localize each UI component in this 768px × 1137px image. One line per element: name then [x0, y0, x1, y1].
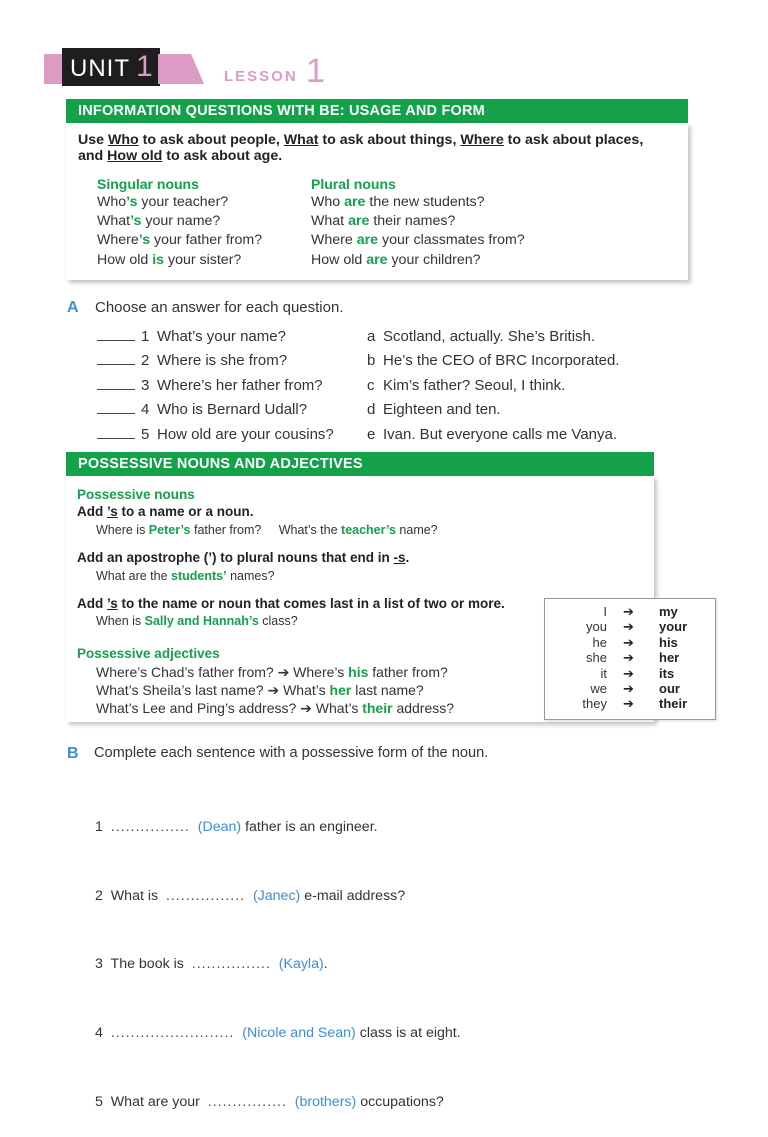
section-title-questions: INFORMATION QUESTIONS WITH BE: USAGE AND FORM: [66, 99, 688, 123]
answer-option: d Eighteen and ten.: [367, 401, 501, 419]
rule-1: Add ’s to a name or a noun.: [77, 504, 254, 519]
arrow-icon: ➔: [623, 681, 634, 696]
lesson-label: LESSON: [224, 68, 298, 85]
question-item: 5 How old are your cousins?: [97, 423, 334, 447]
exercise-b-instruction: Complete each sentence with a possessive form of the noun.: [94, 745, 489, 761]
example-row: How old is your sister?: [97, 251, 242, 268]
intro-text: to ask about people,: [138, 132, 284, 148]
pronoun-row: he ➔ his: [592, 634, 678, 650]
fill-blank[interactable]: .........................: [110, 1024, 235, 1041]
intro-text: to ask about places,: [503, 132, 644, 148]
plural-nouns-heading: Plural nouns: [311, 176, 396, 192]
pronoun-row: she ➔ her: [586, 650, 680, 666]
fill-blank[interactable]: ................: [165, 887, 246, 904]
lesson-number: 1: [306, 52, 325, 90]
pronoun-row: we ➔ our: [590, 681, 680, 696]
exercise-a-letter: A: [67, 299, 79, 316]
answer-blank[interactable]: [97, 401, 135, 414]
exercise-a-questions: [97, 325, 334, 447]
rule-1-example: Where is Peter’s father from? What’s the teacher’s name?: [96, 523, 438, 537]
example-row: Where’s Chad’s father from? ➔ Where’s his father from?: [96, 664, 448, 680]
fill-in-item: 3 The book is ................ (Kayla).: [95, 956, 328, 973]
unit-tab-accent-left: [44, 54, 64, 84]
arrow-icon: ➔: [623, 650, 634, 666]
section-title-possessives: POSSESSIVE NOUNS AND ADJECTIVES: [66, 452, 654, 476]
unit-number: 1: [136, 50, 154, 83]
fill-blank[interactable]: ................: [207, 1093, 287, 1110]
example-row: How old are your children?: [311, 251, 481, 268]
unit-tab-accent-right: [158, 54, 204, 84]
exercise-a-instruction: Choose an answer for each question.: [95, 299, 344, 316]
plural-examples: [311, 193, 525, 270]
rule-2-example: What are the students’ names?: [96, 569, 275, 583]
unit-label: UNIT: [70, 55, 130, 82]
possessive-adjectives-heading: Possessive adjectives: [77, 646, 220, 661]
question-item: 2 Where is she from?: [97, 349, 334, 373]
example-row: What are their names?: [311, 213, 456, 230]
exercise-b-letter: B: [67, 745, 79, 762]
possessive-nouns-heading: Possessive nouns: [77, 487, 195, 502]
grammar-intro: [78, 132, 678, 164]
pronoun-row: you ➔ your: [586, 619, 688, 635]
rule-3-example: When is Sally and Hannah’s class?: [96, 614, 298, 628]
rule-2: Add an apostrophe (’) to plural nouns that end in -s.: [77, 550, 410, 565]
arrow-icon: ➔: [623, 634, 634, 650]
pronoun-row: it ➔ its: [600, 665, 675, 681]
fill-blank[interactable]: ................: [191, 956, 271, 973]
singular-examples: [97, 193, 262, 270]
pronoun-row: they ➔ their: [582, 696, 688, 712]
unit-badge: [62, 48, 160, 86]
singular-nouns-heading: Singular nouns: [97, 176, 199, 192]
fill-in-item: 5 What are your ................ (brothers) occupations?: [95, 1093, 444, 1110]
example-row: Where are your classmates from?: [311, 232, 525, 249]
intro-keyword: Who: [107, 132, 139, 148]
answer-blank[interactable]: [97, 352, 135, 365]
pronoun-row: I ➔ my: [603, 604, 678, 619]
arrow-icon: ➔: [623, 604, 634, 619]
intro-text: Use: [78, 132, 108, 148]
exercise-a-answers: [367, 325, 620, 447]
arrow-icon: ➔: [623, 665, 634, 681]
question-item: 1 What’s your name?: [97, 325, 334, 349]
example-row: Who are the new students?: [311, 194, 485, 210]
intro-keyword: Where: [460, 132, 504, 148]
answer-blank[interactable]: [97, 328, 135, 341]
example-row: What’s Lee and Ping’s address? ➔ What’s their address?: [96, 700, 455, 716]
rule-3: Add ’s to the name or noun that comes last in a list of two or more.: [77, 596, 505, 611]
exercise-b-items: [95, 770, 461, 1137]
possessive-adjectives-examples: [96, 663, 454, 717]
answer-option: b He’s the CEO of BRC Incorporated.: [367, 352, 620, 370]
question-item: 4 Who is Bernard Udall?: [97, 398, 334, 422]
intro-keyword: What: [283, 132, 319, 148]
pronoun-table: [544, 598, 716, 720]
arrow-icon: ➔: [623, 619, 634, 635]
answer-blank[interactable]: [97, 377, 135, 390]
example-row: Where’s your father from?: [97, 232, 263, 249]
example-row: What’s your name?: [97, 213, 221, 230]
question-item: 3 Where’s her father from?: [97, 374, 334, 398]
intro-text: to ask about things,: [318, 132, 461, 148]
intro-text: and: [78, 148, 108, 164]
example-row: Who’s your teacher?: [97, 194, 229, 210]
answer-option: e Ivan. But everyone calls me Vanya.: [367, 425, 618, 443]
intro-keyword: How old: [107, 148, 163, 164]
fill-in-item: 4 ......................... (Nicole and Sean) class is at eight.: [95, 1024, 461, 1041]
answer-option: a Scotland, actually. She’s British.: [367, 328, 596, 345]
answer-option: c Kim’s father? Seoul, I think.: [367, 376, 566, 394]
fill-blank[interactable]: ................: [110, 818, 190, 835]
fill-in-item: 1 ................ (Dean) father is an engineer.: [95, 818, 378, 835]
fill-in-item: 2 What is ................ (Janec) e-mail address?: [95, 887, 406, 904]
arrow-icon: ➔: [623, 696, 634, 712]
intro-text: to ask about age.: [162, 148, 283, 164]
example-row: What’s Sheila’s last name? ➔ What’s her last name?: [96, 682, 424, 698]
answer-blank[interactable]: [97, 426, 135, 439]
